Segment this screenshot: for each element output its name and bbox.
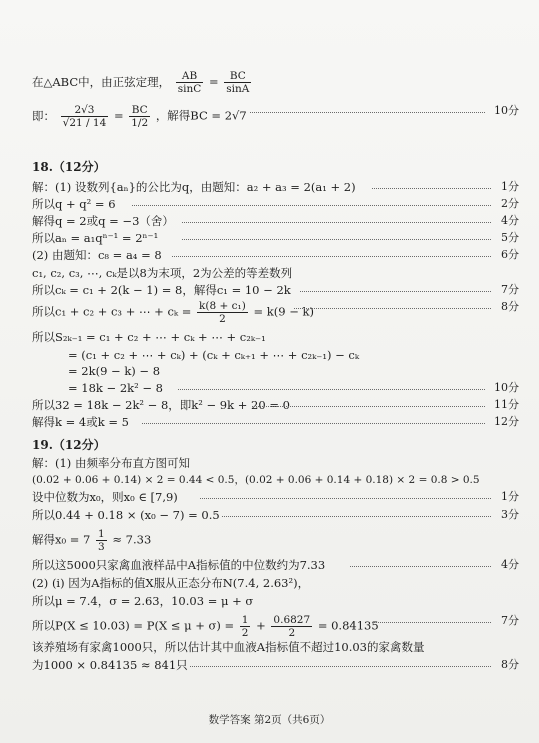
score-label: 5分 [501,231,519,244]
text-line: = (c₁ + c₂ + ⋯ + cₖ) + (cₖ + cₖ₊₁ + ⋯ + c₂ₖ₋₁) − cₖ [68,348,360,362]
question-19-heading: 19.（12分） [32,438,106,452]
fraction-bc-sina: $\frac{BC}{\sin A}$ [226,70,250,95]
score-label: 1分 [501,490,519,503]
score-label: 1分 [501,180,519,193]
dot-leader [178,389,485,390]
dot-leader [294,308,491,309]
fraction-sum: $\frac{\text{k(8 + c₁)}}{2}$ [199,300,246,325]
score-label: 12分 [494,415,519,428]
text-line: 解得x₀ = 7 $\frac{1}{3}$ ≈ 7.33 [32,528,152,553]
text-line: (2) (i) 因为A指标的值X服从正态分布N(7.4, 2.63²)， [32,576,310,590]
score-label: 4分 [501,214,519,227]
dot-leader [222,516,491,517]
text-line: = 2k(9 − k) − 8 [68,364,161,378]
dot-leader [252,406,485,407]
dot-leader [372,622,491,623]
text-line: 所以S₂ₖ₋₁ = c₁ + c₂ + ⋯ + cₖ + ⋯ + c₂ₖ₋₁ [32,330,266,344]
text-line: 所以q + q² = 6 2分 [32,197,519,211]
text-line: 所以P(X ≤ 10.03) = P(X ≤ μ + σ) = $\frac{1}{2}$ + $\frac{0.6827}{2}$ = 0.84135 7分 [32,614,519,639]
dot-leader [250,112,485,113]
dot-leader [172,256,491,257]
text-line-solve-bc: 即： $\frac{2√3}{√21 / 14}$ = $\frac{BC}{1/2}$ ，解得BC = 2√7 10分 [32,104,519,129]
text-line: = 18k − 2k² − 8 10分 [68,381,519,395]
score-label: 10分 [494,104,519,117]
text-line: 解得q = 2或q = −3（舍） 4分 [32,214,519,228]
text-line: c₁, c₂, c₃, ⋯, cₖ是以8为末项，2为公差的等差数列 [32,266,293,280]
text-line: 解：(1) 设数列{aₙ}的公比为q，由题知：a₂ + a₃ = 2(a₁ + 2) 1分 [32,180,519,194]
text-line: 所以cₖ = c₁ + 2(k − 1) = 8，解得c₁ = 10 − 2k 7分 [32,283,519,297]
fraction-2root3: $\frac{2√3}{√21 / 14}$ [62,104,107,129]
text-line: 为1000 × 0.84135 ≈ 841只 8分 [32,658,519,672]
dot-leader [300,291,491,292]
text-line: 所以aₙ = a₁qⁿ⁻¹ = 2ⁿ⁻¹ 5分 [32,231,519,245]
text-line: 所以这5000只家禽血液样品中A指标值的中位数约为7.33 4分 [32,558,519,572]
dot-leader [190,666,491,667]
text-line: 解得k = 4或k = 5 12分 [32,415,519,429]
question-18-heading: 18.（12分） [32,160,106,174]
text-line: 解：(1) 由频率分布直方图可知 [32,456,190,470]
dot-leader [142,423,485,424]
dot-leader [132,205,491,206]
score-label: 6分 [501,248,519,261]
fraction-ab-sinc: $\frac{AB}{\sin C}$ [177,70,202,95]
score-label: 3分 [501,508,519,521]
text-line: (0.02 + 0.06 + 0.14) × 2 = 0.44 < 0.5，(0.02 + 0.06 + 0.14 + 0.18) × 2 = 0.8 > 0.5 [32,474,480,486]
score-label: 7分 [501,614,519,627]
text-line-sine-rule: 在△ABC中，由正弦定理， $\frac{AB}{\sin C}$ = $\frac{BC}{\sin A}$ [32,70,250,95]
score-label: 8分 [501,300,519,313]
score-label: 4分 [501,558,519,571]
text-line: (2) 由题知：c₈ = a₄ = 8 6分 [32,248,519,262]
dot-leader [372,188,491,189]
score-label: 8分 [501,658,519,671]
text-line: 所以μ = 7.4，σ = 2.63，10.03 = μ + σ [32,594,254,608]
fraction-06827: $\frac{0.6827}{2}$ [273,614,311,639]
text-line: 该养殖场有家禽1000只，所以估计其中血液A指标值不超过10.03的家禽数量 [32,640,425,654]
text-line: 所以c₁ + c₂ + c₃ + ⋯ + cₖ = $\frac{\text{k(8 + c₁)}}{2}$ = k(9 − k) 8分 [32,300,519,325]
dot-leader [182,239,491,240]
text-line: 所以32 = 18k − 2k² − 8，即k² − 9k + 20 = 0 11分 [32,398,519,412]
score-label: 10分 [494,381,519,394]
page-footer: 数学答案 第2页（共6页） [208,714,331,726]
dot-leader [350,566,491,567]
fraction-half: $\frac{1}{2}$ [241,614,249,639]
text-line: 设中位数为x₀，则x₀ ∈ [7,9) 1分 [32,490,519,504]
fraction-bc-half: $\frac{BC}{1/2}$ [131,104,149,129]
fraction-one-third: $\frac{1}{3}$ [98,528,105,553]
score-label: 11分 [494,398,519,411]
dot-leader [182,222,491,223]
score-label: 2分 [501,197,519,210]
text-line: 所以0.44 + 0.18 × (x₀ − 7) = 0.5 3分 [32,508,519,522]
score-label: 7分 [501,283,519,296]
dot-leader [200,498,491,499]
